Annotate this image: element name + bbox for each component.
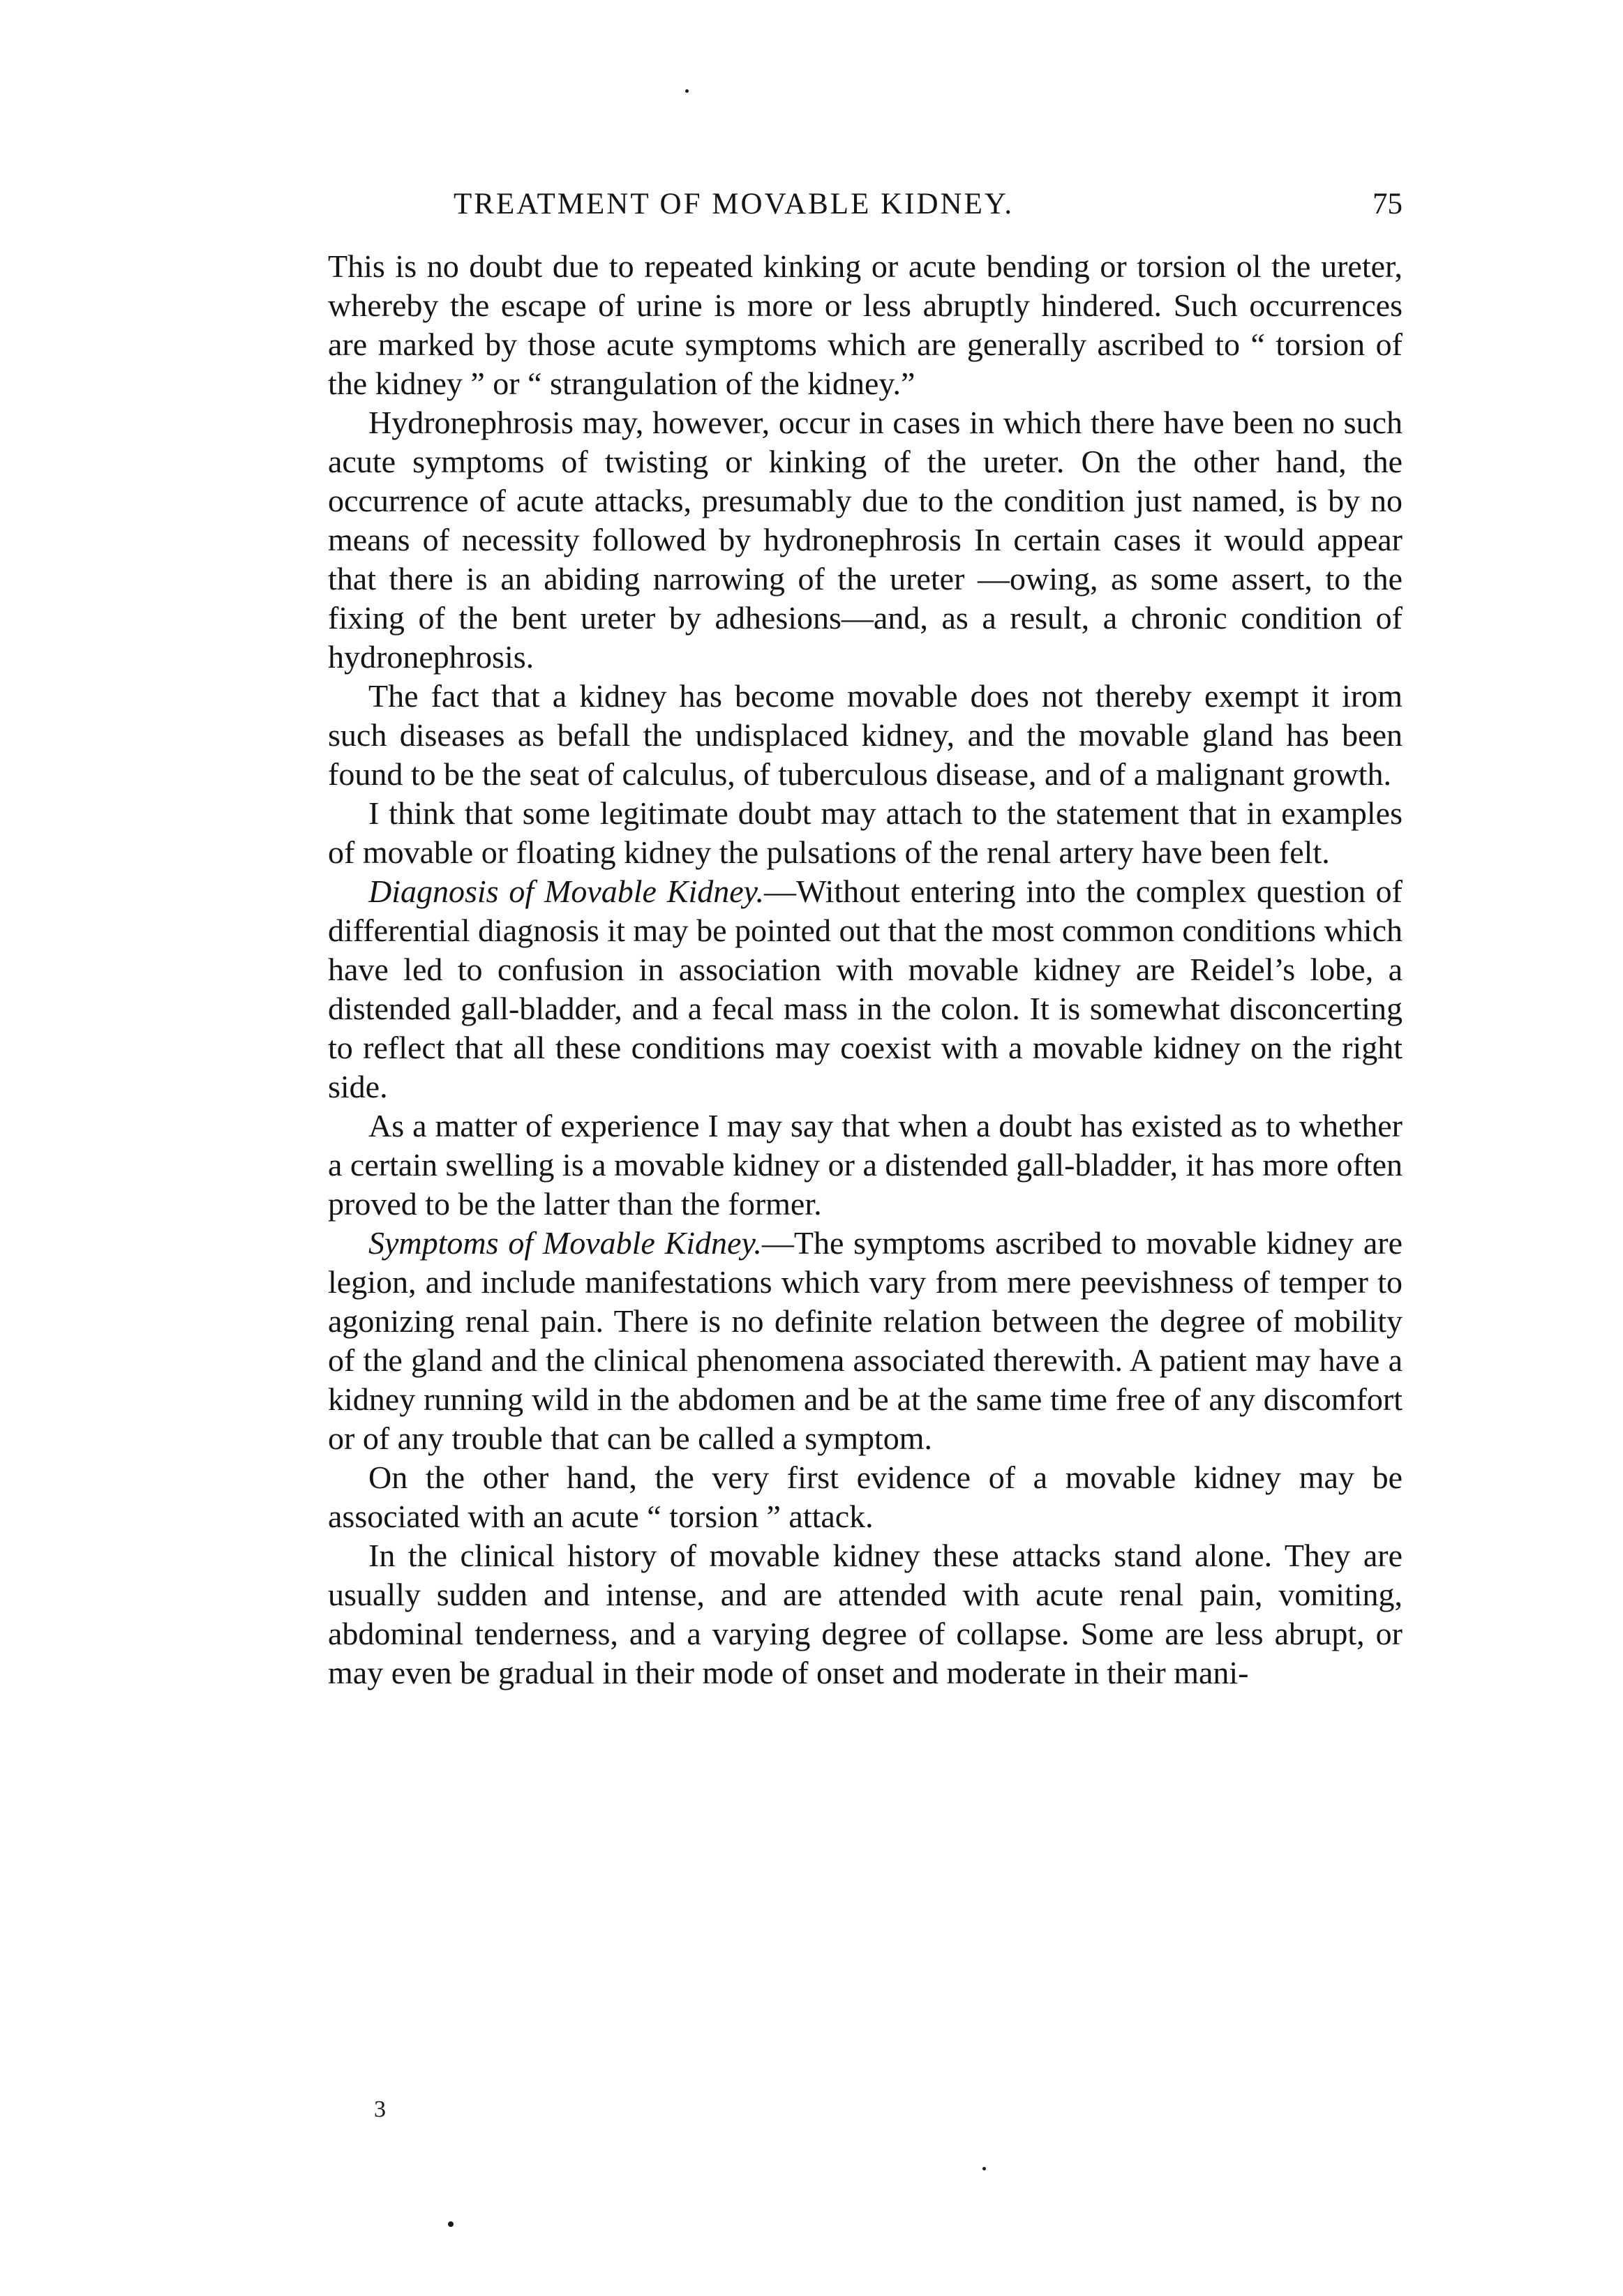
paragraph-text: —The symptoms ascribed to movable kidney are legion, and include manifestations which vary from mere peevishness of temper to agonizing renal pain. There is no definite relation between the degree of mobility of the gland and the clinical phenomena associated therewith. A patient may have a kidney running wild in the abdomen and be at the same time free of any discomfort or of any trouble that can be called a symptom. [328, 1225, 1403, 1456]
paragraph-text: In the clinical history of movable kidney these attacks stand alone. They are usually sudden and intense, and are attended with acute renal pain, vomiting, abdominal tenderness, and a varying degree of collapse. Some are less abrupt, or may even be gradual in their mode of onset and moderate in their mani- [328, 1538, 1403, 1690]
paragraph [328, 1458, 1403, 1536]
paragraph-text: On the other hand, the very first evidence of a movable kidney may be associated with an acute “ torsion ” attack. [328, 1460, 1403, 1534]
paragraph [328, 1224, 1403, 1458]
paragraph [328, 1536, 1403, 1693]
running-title: TREATMENT OF MOVABLE KIDNEY. [454, 188, 1015, 220]
ink-speck [982, 2167, 986, 2170]
body-text [328, 247, 1403, 1693]
signature-mark: 3 [374, 2096, 386, 2122]
running-header [328, 187, 1403, 236]
paragraph [328, 247, 1403, 403]
paragraph [328, 794, 1403, 872]
ink-speck [448, 2221, 454, 2227]
section-heading-diagnosis: Diagnosis of Movable Kidney. [368, 873, 765, 909]
ink-speck [685, 89, 689, 93]
paragraph [328, 403, 1403, 677]
paragraph-text: This is no doubt due to repeated kinking or acute bending or torsion ol the ureter, whereby the escape of urine is more or less abruptly hindered. Such occurrences are marked by those acute symptoms which are generally ascribed to “ torsion of the kidney ” or “ strangulation of the kidney.” [328, 248, 1403, 401]
page-number: 75 [1373, 188, 1403, 220]
paragraph-text: —Without entering into the complex question of differential diagnosis it may be pointed out that the most common conditions which have led to confusion in association with movable kidney are Reidel’s lobe, a distended gall-bladder, and a fecal mass in the colon. It is somewhat disconcerting to reflect that all these conditions may coexist with a movable kidney on the right side. [328, 873, 1403, 1104]
paragraph-text: The fact that a kidney has become movable does not thereby exempt it irom such diseases as befall the undisplaced kidney, and the movable gland has been found to be the seat of calculus, of tuberculous disease, and of a malignant growth. [328, 678, 1403, 792]
paragraph [328, 677, 1403, 794]
section-heading-symptoms: Symptoms of Movable Kidney. [368, 1225, 762, 1261]
paragraph [328, 1106, 1403, 1224]
paragraph-text: As a matter of experience I may say that when a doubt has existed as to whether a certain swelling is a movable kidney or a distended gall-bladder, it has more often proved to be the latter than the former. [328, 1108, 1403, 1222]
paragraph-text: Hydronephrosis may, however, occur in cases in which there have been no such acute symptoms of twisting or kinking of the ureter. On the other hand, the occurrence of acute attacks, presumably due to the condition just named, is by no means of necessity followed by hydronephrosis In certain cases it would appear that there is an abiding narrowing of the ureter —owing, as some assert, to the fixing of the bent ureter by adhesions—and, as a result, a chronic condition of hydronephrosis. [328, 405, 1403, 675]
paragraph-text: I think that some legitimate doubt may attach to the statement that in examples of movable or floating kidney the pulsations of the renal artery have been felt. [328, 795, 1403, 870]
paragraph [328, 872, 1403, 1106]
